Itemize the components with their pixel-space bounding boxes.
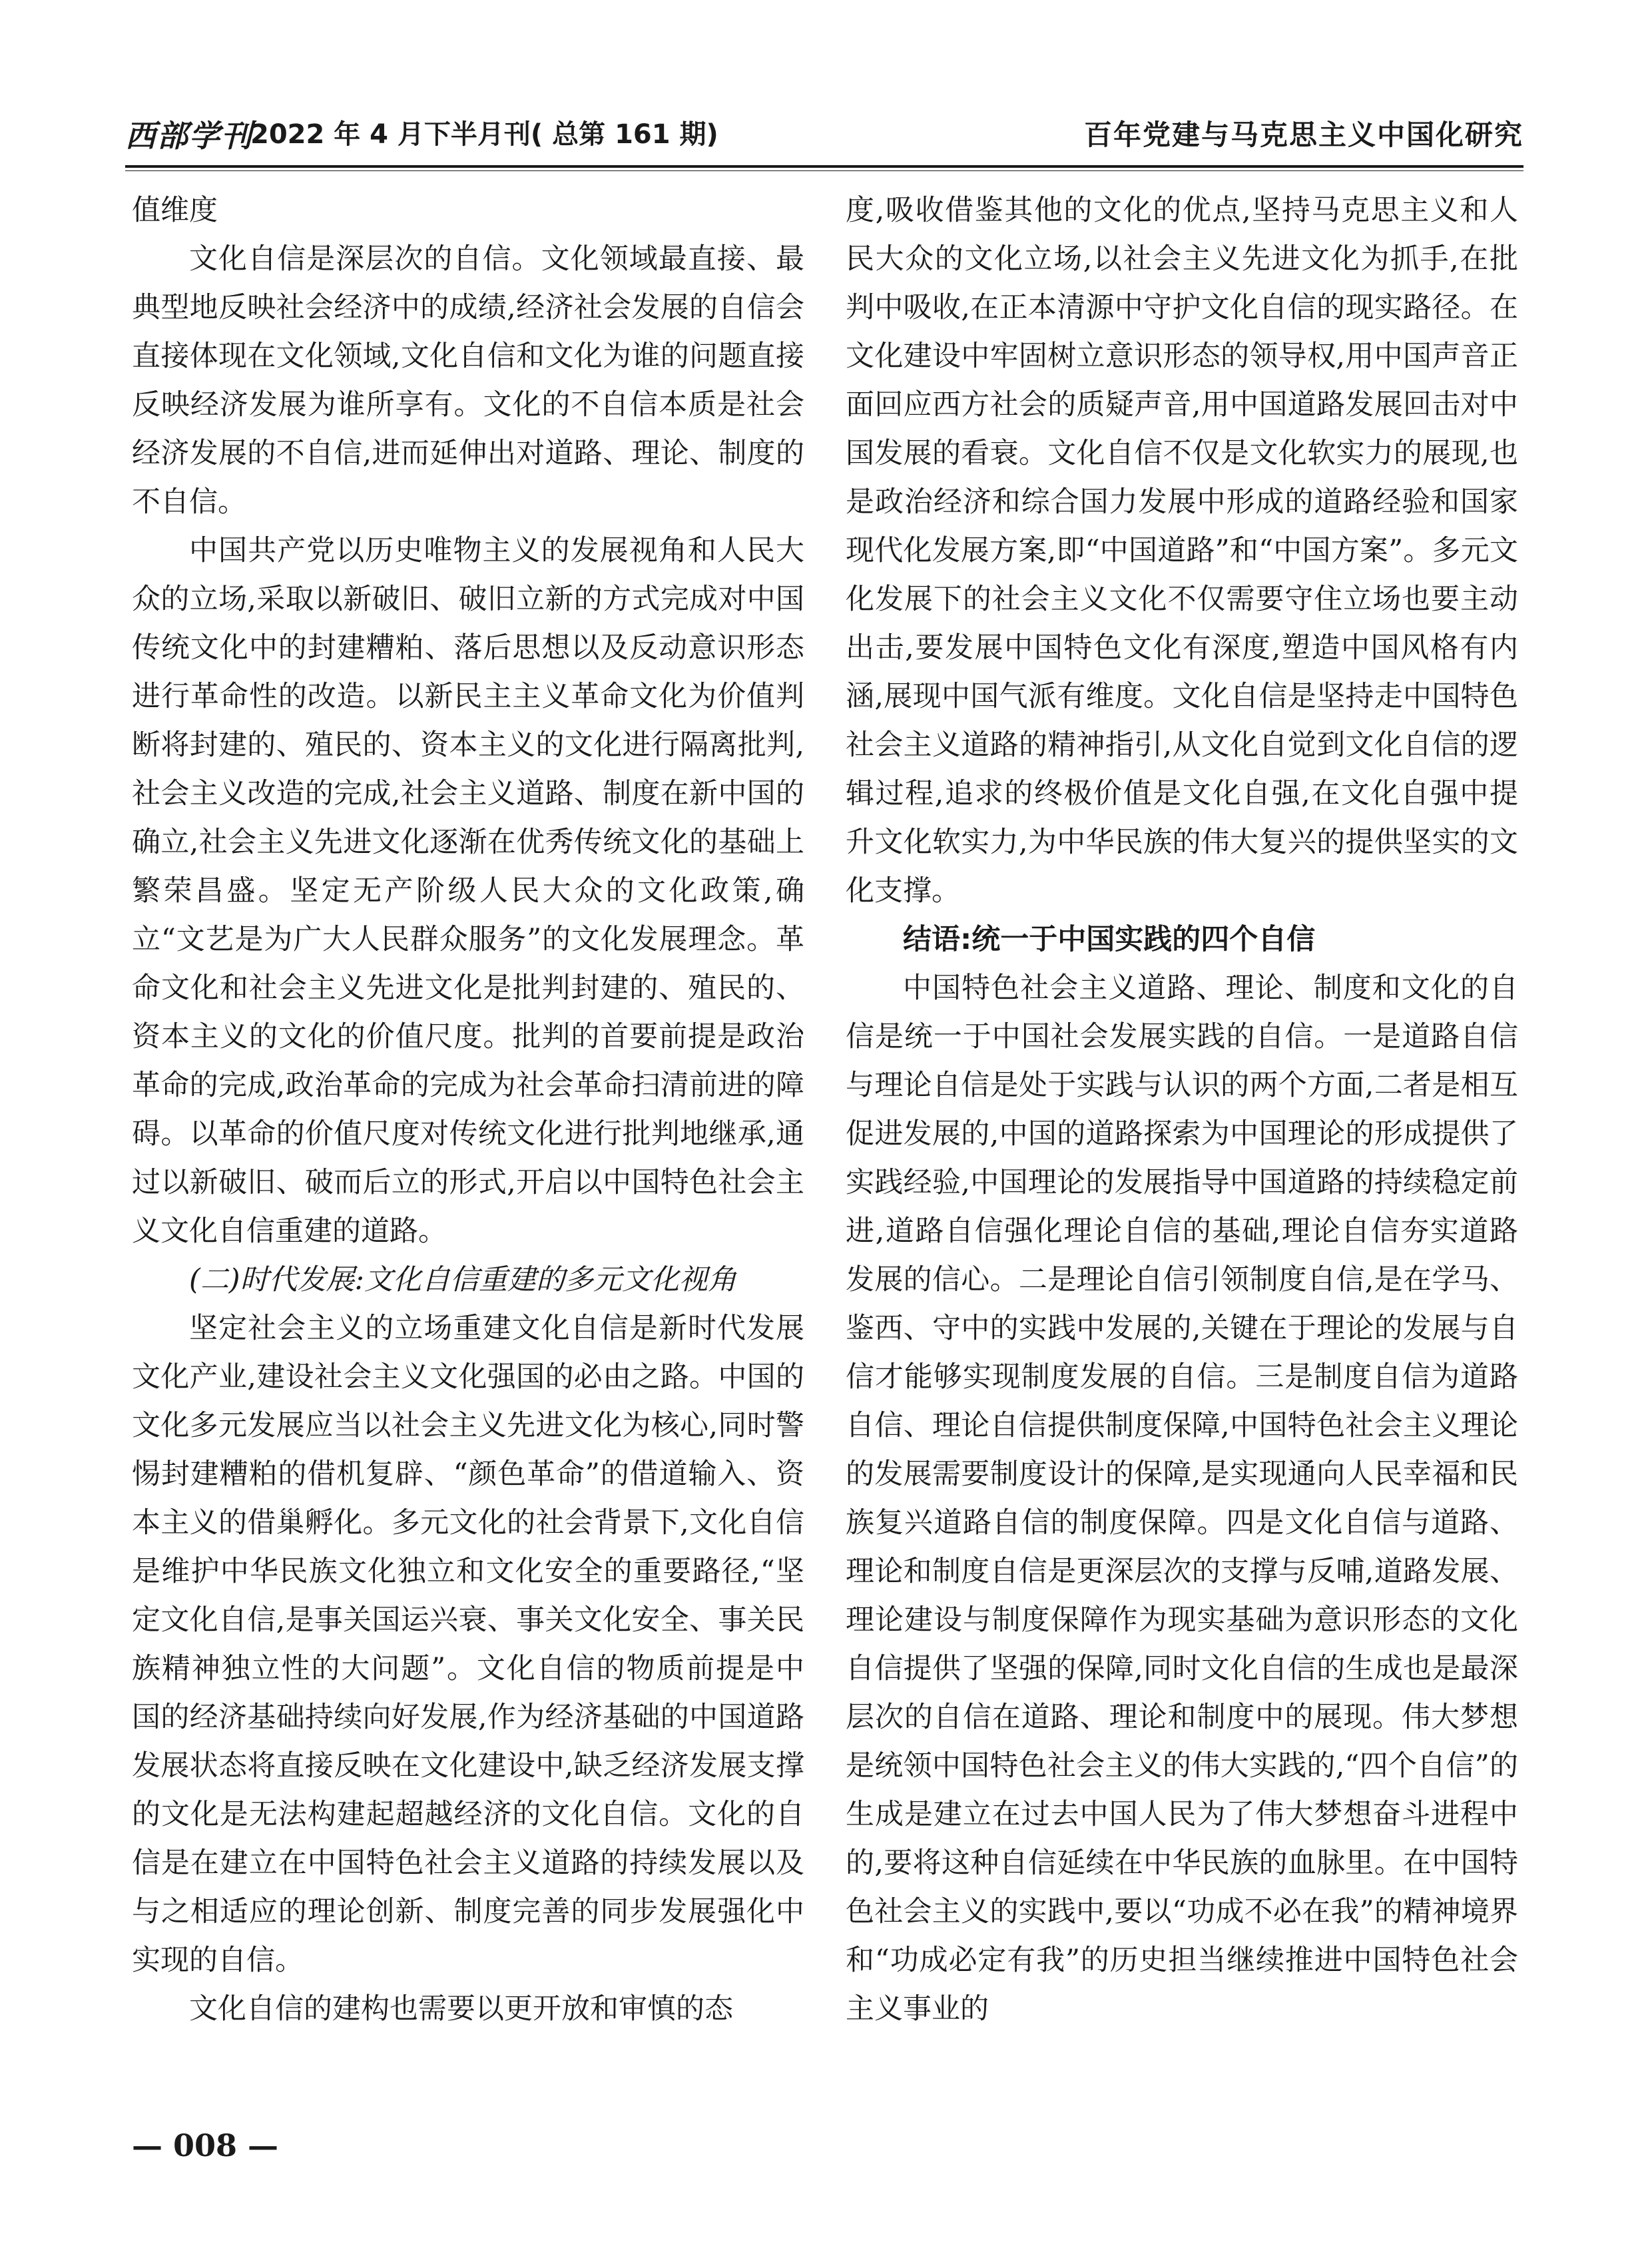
section-title: 百年党建与马克思主义中国化研究: [1083, 119, 1523, 151]
paragraph: 值维度: [132, 194, 218, 227]
paragraph: 度,吸收借鉴其他的文化的优点,坚持马克思主义和人民大众的文化立场,以社会主义先进文化为抓手,在批判中吸收,在正本清源中守护文化自信的现实路径。在文化建设中牢固树立意识形态的领导权,用中国声音正面回应西方社会的质疑声音,用中国道路发展回击对中国发展的看衰。文化自信不仅是文化软实力的展现,也是政治经济和综合国力发展中形成的道路经验和国家现代化发展方案,即“中国道路”和“中国方案”。多元文化发展下的社会主义文化不仅需要守住立场也要主动出击,要发展中国特色文化有深度,塑造中国风格有内涵,展现中国气派有维度。文化自信是坚持走中国特色社会主义道路的精神指引,从文化自觉到文化自信的逻辑过程,追求的终极价值是文化自强,在文化自强中提升文化软实力,为中华民族的伟大复兴的提供坚实的文化支撑。: [846, 194, 1518, 908]
issue-info: 2022 年 4 月下半月刊( 总第 161 期): [250, 119, 718, 150]
running-header: [125, 107, 1523, 160]
paragraph: 坚定社会主义的立场重建文化自信是新时代发展文化产业,建设社会主义文化强国的必由之路。中国的文化多元发展应当以社会主义先进文化为核心,同时警惕封建糟粕的借机复辟、“颜色革命”的借道输入、资本主义的借巢孵化。多元文化的社会背景下,文化自信是维护中华民族文化独立和文化安全的重要路径,“坚定文化自信,是事关国运兴衰、事关文化安全、事关民族精神独立性的大问题”。文化自信的物质前提是中国的经济基础持续向好发展,作为经济基础的中国道路发展状态将直接反映在文化建设中,缺乏经济发展支撑的文化是无法构建起超越经济的文化自信。文化的自信是在建立在中国特色社会主义道路的持续发展以及与之相适应的理论创新、制度完善的同步发展强化中实现的自信。: [132, 1312, 804, 1977]
journal-name: 西部学刊: [125, 118, 253, 154]
section-heading: 结语:统一于中国实践的四个自信: [903, 923, 1316, 956]
paragraph: 文化自信的建构也需要以更开放和审慎的态: [189, 1992, 733, 2026]
paragraph: 文化自信是深层次的自信。文化领域最直接、最典型地反映社会经济中的成绩,经济社会发展的自信会直接体现在文化领域,文化自信和文化为谁的问题直接反映经济发展为谁所享有。文化的不自信本质是社会经济发展的不自信,进而延伸出对道路、理论、制度的不自信。: [132, 242, 804, 519]
subsection-heading: (二)时代发展:文化自信重建的多元文化视角: [189, 1263, 737, 1296]
left-column: [132, 186, 804, 2034]
paragraph: 中国特色社会主义道路、理论、制度和文化的自信是统一于中国社会发展实践的自信。一是道路自信与理论自信是处于实践与认识的两个方面,二者是相互促进发展的,中国的道路探索为中国理论的形成提供了实践经验,中国理论的发展指导中国道路的持续稳定前进,道路自信强化理论自信的基础,理论自信夯实道路发展的信心。二是理论自信引领制度自信,是在学马、鉴西、守中的实践中发展的,关键在于理论的发展与自信才能够实现制度发展的自信。三是制度自信为道路自信、理论自信提供制度保障,中国特色社会主义理论的发展需要制度设计的保障,是实现通向人民幸福和民族复兴道路自信的制度保障。四是文化自信与道路、理论和制度自信是更深层次的支撑与反哺,道路发展、理论建设与制度保障作为现实基础为意识形态的文化自信提供了坚强的保障,同时文化自信的生成也是最深层次的自信在道路、理论和制度中的展现。伟大梦想是统领中国特色社会主义的伟大实践的,“四个自信”的生成是建立在过去中国人民为了伟大梦想奋斗进程中的,要将这种自信延续在中华民族的血脉里。在中国特色社会主义的实践中,要以“功成不必在我”的精神境界和“功成必定有我”的历史担当继续推进中国特色社会主义事业的: [846, 972, 1518, 2026]
paragraph: 中国共产党以历史唯物主义的发展视角和人民大众的立场,采取以新破旧、破旧立新的方式完成对中国传统文化中的封建糟粕、落后思想以及反动意识形态进行革命性的改造。以新民主主义革命文化为价值判断将封建的、殖民的、资本主义的文化进行隔离批判,社会主义改造的完成,社会主义道路、制度在新中国的确立,社会主义先进文化逐渐在优秀传统文化的基础上繁荣昌盛。坚定无产阶级人民大众的文化政策,确立“文艺是为广大人民群众服务”的文化发展理念。革命文化和社会主义先进文化是批判封建的、殖民的、资本主义的文化的价值尺度。批判的首要前提是政治革命的完成,政治革命的完成为社会革命扫清前进的障碍。以革命的价值尺度对传统文化进行批判地继承,通过以新破旧、破而后立的形式,开启以中国特色社会主义文化自信重建的道路。: [132, 534, 804, 1248]
right-column: [846, 186, 1518, 2034]
page-number: — 008 —: [132, 2127, 279, 2163]
header-rule-thin: [125, 170, 1523, 171]
header-rule: [125, 165, 1523, 168]
